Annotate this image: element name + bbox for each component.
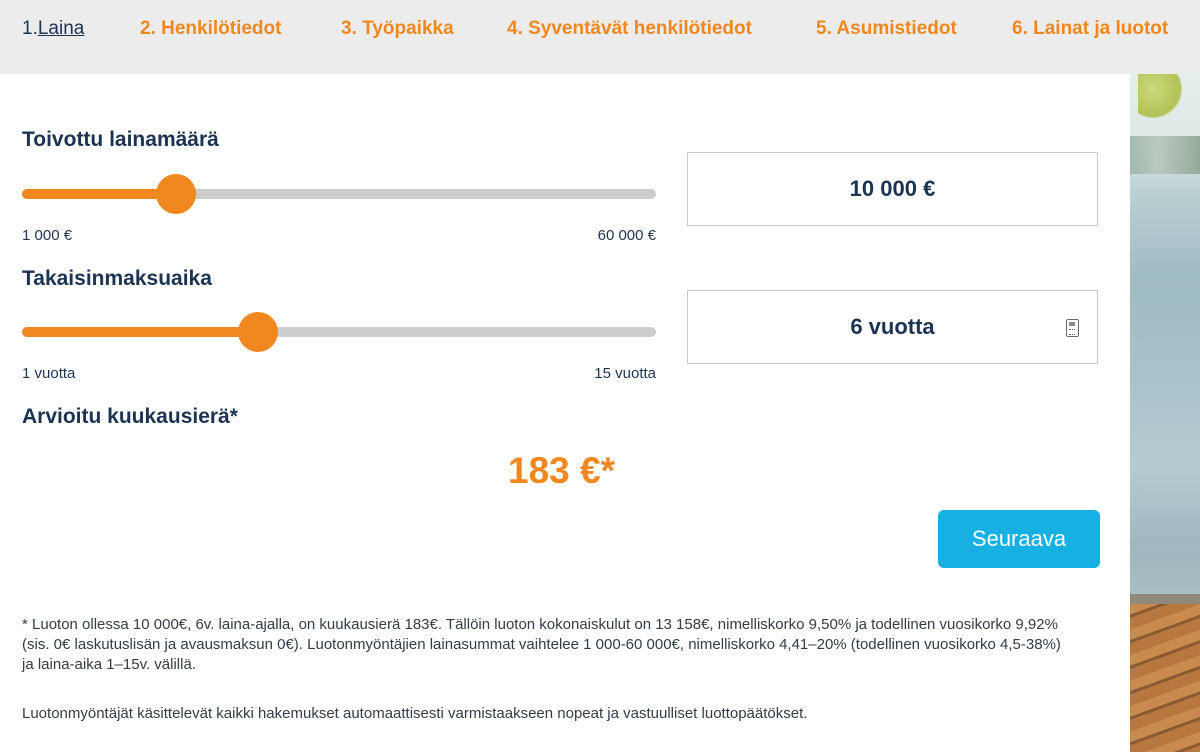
photo-leaves xyxy=(1138,74,1188,124)
processing-note: Luotonmyöntäjät käsittelevät kaikki hakemukset automaattisesti varmistaakseen nopeat ja vastuulliset luottopäätökset. xyxy=(22,705,808,722)
loan-amount-fill xyxy=(22,189,176,199)
loan-amount-slider[interactable] xyxy=(22,174,656,214)
loan-amount-label: Toivottu lainamäärä xyxy=(22,128,219,151)
monthly-payment-value: 183 €* xyxy=(508,450,615,491)
term-slider[interactable] xyxy=(22,312,656,352)
next-button[interactable]: Seuraava xyxy=(938,510,1100,568)
background-photo xyxy=(1130,74,1200,752)
step-1-number: 1. xyxy=(22,18,38,39)
loan-amount-handle[interactable] xyxy=(156,174,196,214)
calculator-icon xyxy=(1066,319,1079,337)
step-6-loans-and-credits[interactable]: 6. Lainat ja luotot xyxy=(1012,18,1169,39)
photo-dock xyxy=(1130,604,1200,752)
term-fill xyxy=(22,327,258,337)
term-field[interactable] xyxy=(687,290,1098,364)
term-value: 6 vuotta xyxy=(850,314,935,339)
term-min: 1 vuotta xyxy=(22,365,76,382)
step-5-housing-info[interactable]: 5. Asumistiedot xyxy=(816,18,957,39)
photo-treeline xyxy=(1130,136,1200,174)
step-navigation xyxy=(0,0,1200,74)
term-handle[interactable] xyxy=(238,312,278,352)
term-label: Takaisinmaksuaika xyxy=(22,267,212,290)
loan-amount-min: 1 000 € xyxy=(22,227,73,244)
step-2-personal-info[interactable]: 2. Henkilötiedot xyxy=(140,18,282,39)
step-1-loan[interactable] xyxy=(22,18,84,40)
step-1-label: Laina xyxy=(37,18,85,39)
loan-amount-max: 60 000 € xyxy=(597,227,656,244)
step-3-workplace[interactable]: 3. Työpaikka xyxy=(341,18,454,39)
loan-amount-field[interactable] xyxy=(687,152,1098,226)
disclaimer-text: * Luoton ollessa 10 000€, 6v. laina-ajalla, on kuukausierä 183€. Tällöin luoton kokonaiskulut on 13 158€, nimelliskorko 9,50% ja todellinen vuosikorko 9,92% (sis. 0€ laskutuslisän ja avausmaksun 0€). Luotonmyöntäjien lainasummat vaihtelee 1 000-60 000€, nimelliskorko 4,41–20% (todellinen vuosikorko 4,5-38%) ja laina-aika 1–15v. välillä. xyxy=(22,616,1061,673)
step-4-detailed-personal-info[interactable]: 4. Syventävät henkilötiedot xyxy=(507,18,752,39)
loan-amount-value: 10 000 € xyxy=(849,176,936,201)
term-max: 15 vuotta xyxy=(594,365,656,382)
monthly-payment-label: Arvioitu kuukausierä* xyxy=(22,405,238,428)
